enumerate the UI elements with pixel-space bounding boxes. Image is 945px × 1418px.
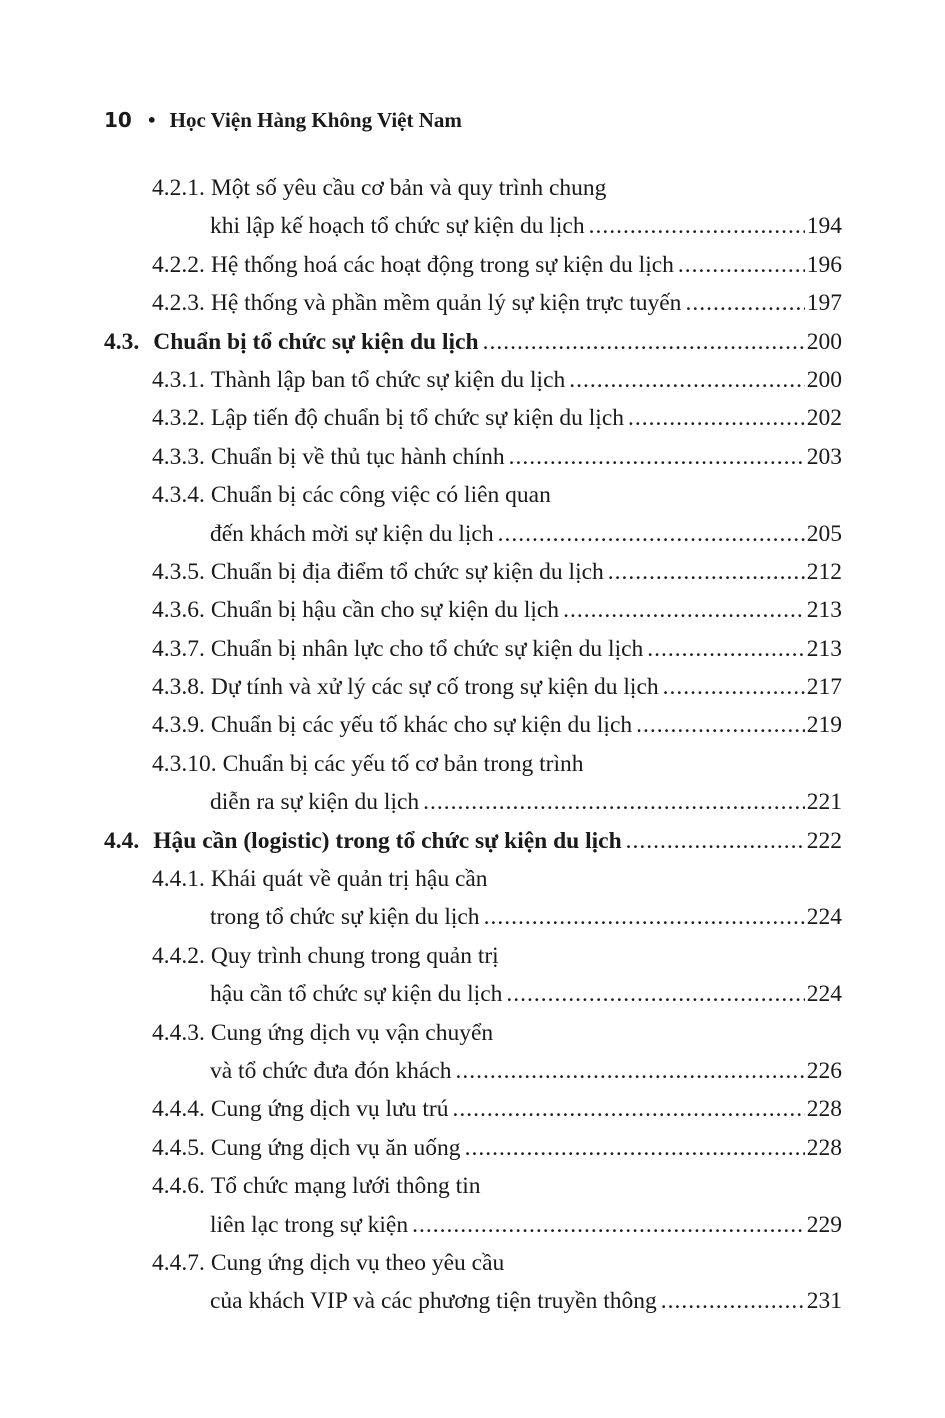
toc-entry: [104, 937, 842, 975]
toc-entry-title: Chuẩn bị các yếu tố cơ bản trong trình: [222, 750, 584, 777]
toc-entry-title-continued: đến khách mời sự kiện du lịch: [210, 520, 494, 547]
toc-entry-number: 4.3.: [104, 328, 140, 355]
toc-entry-number: 4.4.5.: [152, 1134, 205, 1161]
dot-leader: [628, 399, 805, 437]
toc-entry-page: 226: [806, 1057, 842, 1084]
toc-entry-page: 224: [806, 981, 842, 1008]
toc-entry-title-continued: khi lập kế hoạch tổ chức sự kiện du lịch: [210, 213, 585, 240]
toc-entry-title: Cung ứng dịch vụ theo yêu cầu: [210, 1249, 505, 1276]
toc-entry-number: 4.3.5.: [152, 558, 205, 585]
toc-entry-continuation: [104, 898, 842, 936]
toc-entry-number: 4.3.10.: [152, 750, 217, 777]
toc-entry-number: 4.3.9.: [152, 712, 205, 739]
toc-entry-number: 4.4.7.: [152, 1249, 205, 1276]
toc-entry-number: 4.4.3.: [152, 1019, 205, 1046]
toc-entry-title: Lập tiến độ chuẩn bị tổ chức sự kiện du lịch: [210, 405, 624, 432]
dot-leader: [483, 323, 805, 361]
toc-entry: [104, 169, 842, 207]
dot-leader: [569, 361, 804, 399]
toc-entry-number: 4.4.: [104, 827, 140, 854]
toc-entry: [104, 438, 842, 476]
dot-leader: [678, 246, 805, 284]
toc-entry-page: 228: [806, 1134, 842, 1161]
toc-entry-page: 229: [806, 1211, 842, 1238]
toc-entry: [104, 1167, 842, 1205]
toc-entry-page: 203: [806, 443, 842, 470]
dot-leader: [453, 1090, 805, 1128]
dot-leader: [589, 207, 805, 245]
dot-leader: [647, 630, 804, 668]
toc-entry-title: Quy trình chung trong quản trị: [210, 942, 499, 969]
toc-entry-page: 213: [806, 597, 842, 624]
dot-leader: [484, 898, 805, 936]
toc-entry-page: 200: [806, 366, 842, 393]
toc-entry-title: Hệ thống và phần mềm quản lý sự kiện trực tuyến: [210, 290, 682, 317]
toc-entry-title-continued: của khách VIP và các phương tiện truyền thông: [210, 1288, 657, 1315]
toc-entry-page: 228: [806, 1096, 842, 1123]
toc-entry: [104, 284, 842, 322]
toc-entry: [104, 1244, 842, 1282]
toc-entry-title: Chuẩn bị tổ chức sự kiện du lịch: [153, 328, 479, 355]
toc-entry-title: Một số yêu cầu cơ bản và quy trình chung: [210, 175, 607, 201]
toc-entry-number: 4.3.4.: [152, 482, 205, 509]
toc-entry-page: 194: [806, 213, 842, 240]
toc-entry-title: Tổ chức mạng lưới thông tin: [210, 1173, 481, 1200]
toc-entry-page: 217: [806, 674, 842, 701]
toc-entry: [104, 630, 842, 668]
toc-entry-title: Chuẩn bị các công việc có liên quan: [210, 482, 551, 509]
toc-entry-title: Thành lập ban tổ chức sự kiện du lịch: [210, 366, 566, 393]
toc-entry-title: Chuẩn bị hậu cần cho sự kiện du lịch: [210, 597, 560, 624]
toc-entry-title: Cung ứng dịch vụ lưu trú: [210, 1096, 449, 1123]
header-separator: •: [145, 108, 158, 132]
toc-entry-number: 4.4.2.: [152, 942, 205, 969]
toc-entry: [104, 476, 842, 514]
dot-leader: [423, 783, 805, 821]
toc-entry: [104, 822, 842, 860]
toc-entry-number: 4.2.3.: [152, 290, 205, 317]
dot-leader: [685, 284, 804, 322]
toc-entry-number: 4.3.2.: [152, 405, 205, 432]
dot-leader: [608, 553, 805, 591]
toc-entry: [104, 1014, 842, 1052]
toc-entry-title: Hậu cần (logistic) trong tổ chức sự kiện du lịch: [153, 827, 622, 854]
toc-entry: [104, 361, 842, 399]
dot-leader: [661, 1282, 805, 1320]
toc-entry-continuation: [104, 1282, 842, 1320]
toc-entry-page: 231: [806, 1288, 842, 1315]
running-header: [104, 108, 462, 133]
toc-entry-title: Khái quát về quản trị hậu cần: [210, 866, 488, 893]
toc-entry-number: 4.4.1.: [152, 866, 205, 893]
toc-entry-title-continued: và tổ chức đưa đón khách: [210, 1057, 452, 1084]
page-number: 10: [104, 108, 132, 132]
toc-entry-page: 213: [806, 635, 842, 662]
toc-entry-continuation: [104, 1206, 842, 1244]
toc-entry-page: 222: [806, 827, 842, 854]
toc-entry-title: Chuẩn bị địa điểm tổ chức sự kiện du lịch: [210, 558, 604, 585]
toc-entry-title: Chuẩn bị về thủ tục hành chính: [210, 443, 505, 470]
dot-leader: [506, 975, 804, 1013]
toc-entry: [104, 246, 842, 284]
toc-entry-title: Cung ứng dịch vụ ăn uống: [210, 1134, 461, 1161]
toc-entry: [104, 706, 842, 744]
toc-entry: [104, 323, 842, 361]
toc-entry: [104, 860, 842, 898]
toc-entry-page: 224: [806, 904, 842, 931]
toc-entry-number: 4.2.2.: [152, 251, 205, 278]
toc-entry-continuation: [104, 207, 842, 245]
dot-leader: [465, 1129, 805, 1167]
toc-entry-title: Dự tính và xử lý các sự cố trong sự kiện du lịch: [210, 674, 659, 701]
toc-entry: [104, 745, 842, 783]
toc-entry: [104, 591, 842, 629]
toc-entry-title: Chuẩn bị các yếu tố khác cho sự kiện du lịch: [210, 712, 633, 739]
dot-leader: [498, 515, 805, 553]
toc-entry-continuation: [104, 783, 842, 821]
toc-entry-page: 197: [806, 290, 842, 317]
toc-entry-page: 200: [806, 328, 842, 355]
toc-entry-number: 4.4.6.: [152, 1173, 205, 1200]
dot-leader: [563, 591, 805, 629]
toc-entry-number: 4.3.7.: [152, 635, 205, 662]
toc-entry-page: 205: [806, 520, 842, 547]
toc-entry-title-continued: liên lạc trong sự kiện: [210, 1211, 409, 1238]
toc-entry-number: 4.3.1.: [152, 366, 205, 393]
toc-entry-continuation: [104, 975, 842, 1013]
toc-entry-page: 202: [806, 405, 842, 432]
toc-entry-page: 219: [806, 712, 842, 739]
toc-entry-number: 4.2.1.: [152, 175, 205, 201]
dot-leader: [663, 668, 805, 706]
table-of-contents: [104, 169, 842, 1321]
toc-entry-title-continued: hậu cần tổ chức sự kiện du lịch: [210, 981, 503, 1008]
toc-entry-title-continued: trong tổ chức sự kiện du lịch: [210, 904, 480, 931]
dot-leader: [455, 1052, 804, 1090]
dot-leader: [412, 1206, 805, 1244]
toc-entry-page: 212: [806, 558, 842, 585]
book-title: Học Viện Hàng Không Việt Nam: [169, 108, 462, 132]
toc-entry: [104, 1129, 842, 1167]
toc-entry-title: Chuẩn bị nhân lực cho tổ chức sự kiện du lịch: [210, 635, 644, 662]
toc-entry: [104, 668, 842, 706]
toc-entry: [104, 1090, 842, 1128]
toc-entry-title: Cung ứng dịch vụ vận chuyển: [210, 1019, 494, 1046]
toc-entry-page: 196: [806, 251, 842, 278]
toc-entry-continuation: [104, 515, 842, 553]
dot-leader: [626, 822, 805, 860]
dot-leader: [509, 438, 805, 476]
toc-entry-number: 4.3.6.: [152, 597, 205, 624]
toc-entry-title: Hệ thống hoá các hoạt động trong sự kiện du lịch: [210, 251, 674, 278]
toc-entry-number: 4.3.8.: [152, 674, 205, 701]
toc-entry: [104, 399, 842, 437]
toc-entry-page: 221: [806, 789, 842, 816]
toc-entry: [104, 553, 842, 591]
toc-entry-number: 4.4.4.: [152, 1096, 205, 1123]
toc-entry-number: 4.3.3.: [152, 443, 205, 470]
dot-leader: [636, 706, 805, 744]
toc-entry-title-continued: diễn ra sự kiện du lịch: [210, 789, 420, 816]
toc-entry-continuation: [104, 1052, 842, 1090]
